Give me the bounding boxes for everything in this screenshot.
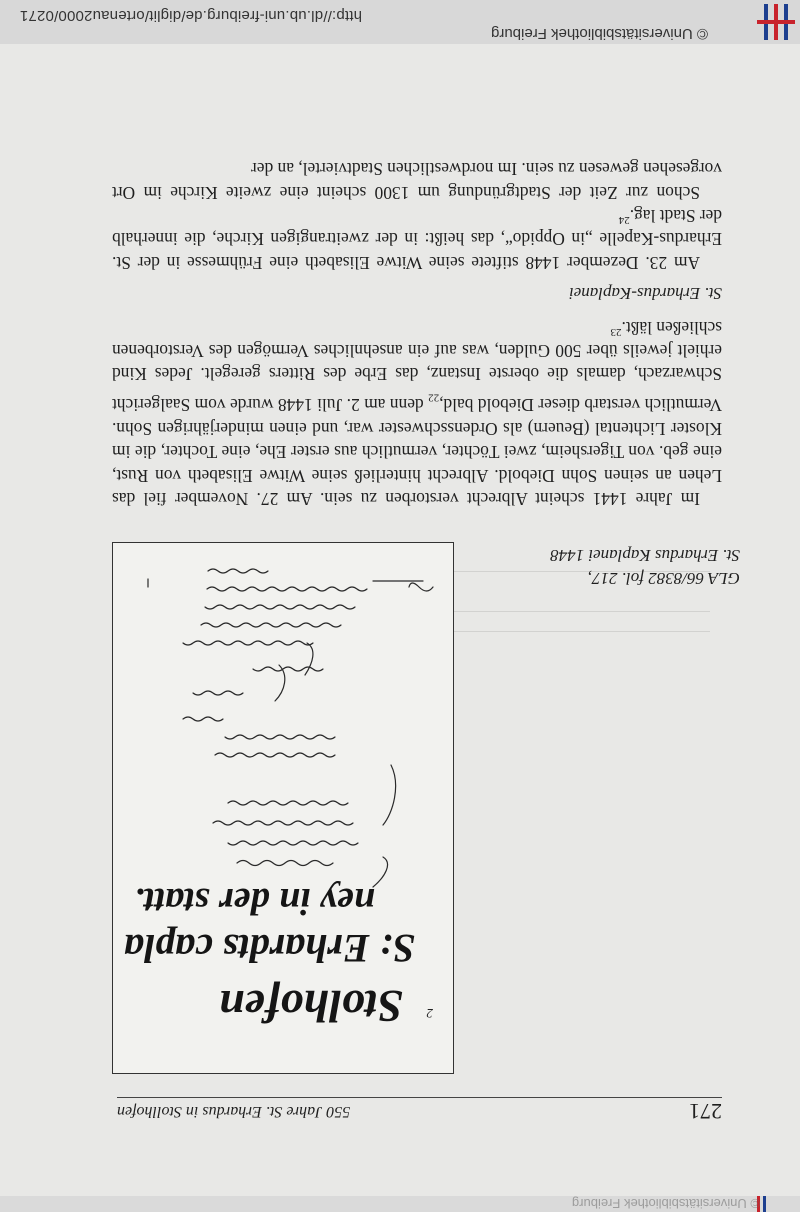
figure-caption <box>470 544 740 590</box>
source-url[interactable]: http://dl.ub.uni-freiburg.de/diglit/ortenau2000/0271 <box>19 7 362 24</box>
paragraph-1 <box>112 315 722 510</box>
manuscript-heading-line2: S: Erhardts capla <box>123 926 415 971</box>
manuscript-folio-mark: 2 <box>426 1006 433 1021</box>
paragraph-1-continued: denn am 2. Juli 1448 wurde vom Saalgericht Schwarzach, damals die oberste Instanz, das Erbe des Ritters geregelt. Jedes Kind erhielt jeweils über 500 Gulden, was auf ein ansehnliches Vermögen des Verstorbenen schließen läßt. <box>111 317 722 416</box>
running-title: 550 Jahre St. Erhardus in Stollhofen <box>117 1103 351 1120</box>
section-heading: St. Erhardus-Kaplanei <box>568 284 722 304</box>
manuscript-image <box>113 543 453 1073</box>
paragraph-2 <box>112 204 722 274</box>
ub-logo-icon <box>747 0 799 44</box>
manuscript-scribbles <box>148 569 433 887</box>
manuscript-heading-line3: ney in der statt. <box>134 880 375 922</box>
digitization-footer <box>0 0 800 44</box>
footnote-22: 22 <box>428 391 440 404</box>
caption-line2: St. Erhardus Kaplanei 1448 <box>550 546 740 565</box>
running-head <box>117 1097 722 1124</box>
paragraph-2-text: Am 23. Dezember 1448 stiftete seine Witwe Elisabeth eine Frühmesse in der St. Erhardus-Kapelle „in Oppido“, das heißt: in der zweitrangigen Kirche, die innerhalb der Stadt lag. <box>112 206 722 273</box>
manuscript-heading-line1: Stolhofen <box>218 981 403 1032</box>
body-text <box>112 157 722 510</box>
page-number: 271 <box>689 1099 722 1124</box>
paragraph-3: Schon zur Zeit der Stadtgründung um 1300 scheint eine zweite Kirche im Ort vorgesehen gewesen zu sein. Im nordwestlichen Stadtviertel, an der <box>112 159 722 203</box>
footnote-24: 24 <box>618 213 630 226</box>
paragraph-1-text: Im Jahre 1441 scheint Albrecht verstorben zu sein. Am 27. November fiel das Lehen an seinen Sohn Diebold. Albrecht hinterließ seine Witwe Elisabeth von Rust, eine geb. von Tigersheim, zwei Töchter, vermutlich aus erster Ehe, eine Tochter, die im Kloster Lichtental (Beuern) als Ordensschwester war, und einen minderjährigen Sohn. Vermutlich verstarb dieser Diebold bald, <box>112 395 722 509</box>
manuscript-figure <box>112 542 454 1074</box>
top-strip-copyright: © Universitätsbibliothek Freiburg <box>571 1196 760 1211</box>
copyright-notice: © Universitätsbibliothek Freiburg <box>491 25 708 42</box>
caption-line1: GLA 66/8382 fol. 217, <box>587 569 740 588</box>
top-strip <box>0 1196 800 1212</box>
footnote-23: 23 <box>610 325 622 338</box>
